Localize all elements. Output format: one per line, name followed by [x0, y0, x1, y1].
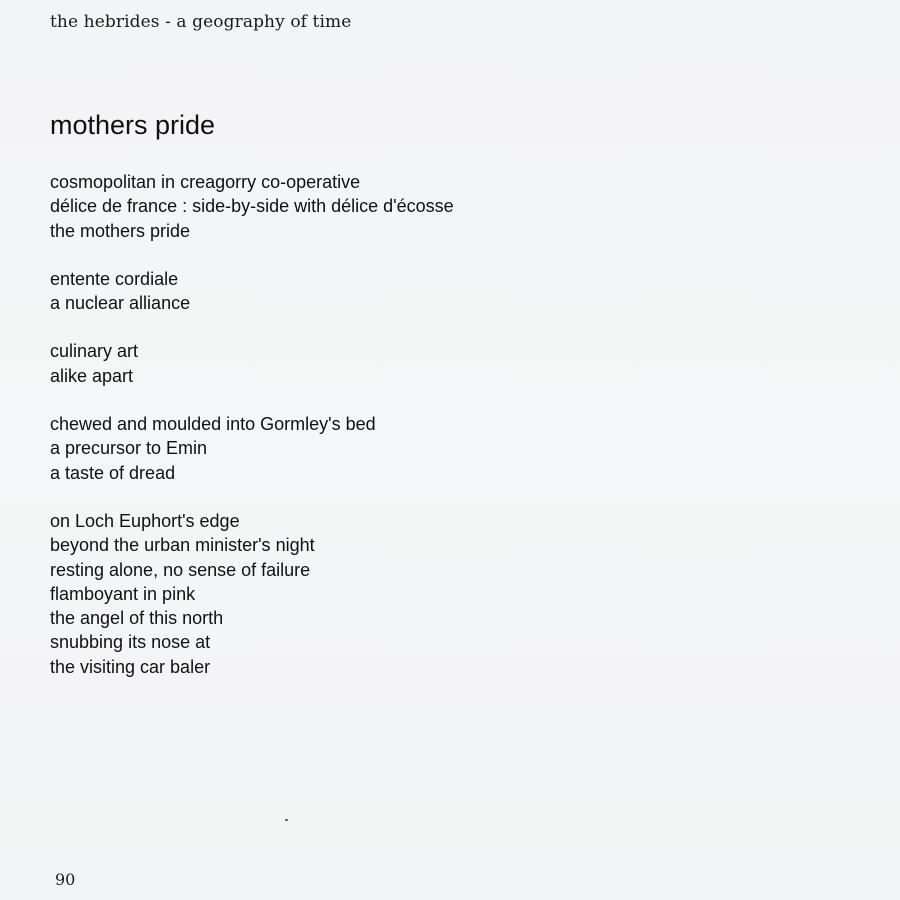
poem-line: the mothers pride: [50, 220, 191, 241]
poem-line: cosmopolitan in creagorry co-operative: [50, 172, 361, 192]
poem-line: the visiting car baler: [50, 656, 211, 677]
stanza-2: [50, 267, 454, 316]
poem-line: on Loch Euphort's edge: [50, 510, 240, 531]
poem-title: mothers pride: [50, 110, 216, 140]
stanza-4: [50, 412, 454, 485]
poem-line: culinary art: [50, 341, 139, 362]
poem-line: délice de france : side-by-side with délice d'écosse: [50, 196, 454, 217]
running-header: the hebrides - a geography of time: [50, 12, 352, 32]
poem-line: beyond the urban minister's night: [50, 535, 315, 556]
poem-line: snubbing its nose at: [50, 632, 211, 653]
poem-line: flamboyant in pink: [50, 583, 196, 604]
page-number: 90: [55, 870, 76, 889]
poem-line: resting alone, no sense of failure: [50, 559, 311, 580]
poem-body: [50, 170, 454, 703]
poem-line: the angel of this north: [50, 608, 224, 629]
stanza-3: [50, 339, 454, 388]
poem-line: chewed and moulded into Gormley's bed: [50, 414, 376, 435]
stanza-1: [50, 170, 454, 243]
stanza-5: [50, 509, 454, 679]
paper-speck: [285, 819, 288, 821]
poem-line: entente cordiale: [50, 268, 179, 289]
poem-line: a precursor to Emin: [50, 438, 208, 459]
poem-line: a taste of dread: [50, 462, 176, 483]
poem-line: alike apart: [50, 365, 134, 386]
poem-line: a nuclear alliance: [50, 293, 191, 314]
